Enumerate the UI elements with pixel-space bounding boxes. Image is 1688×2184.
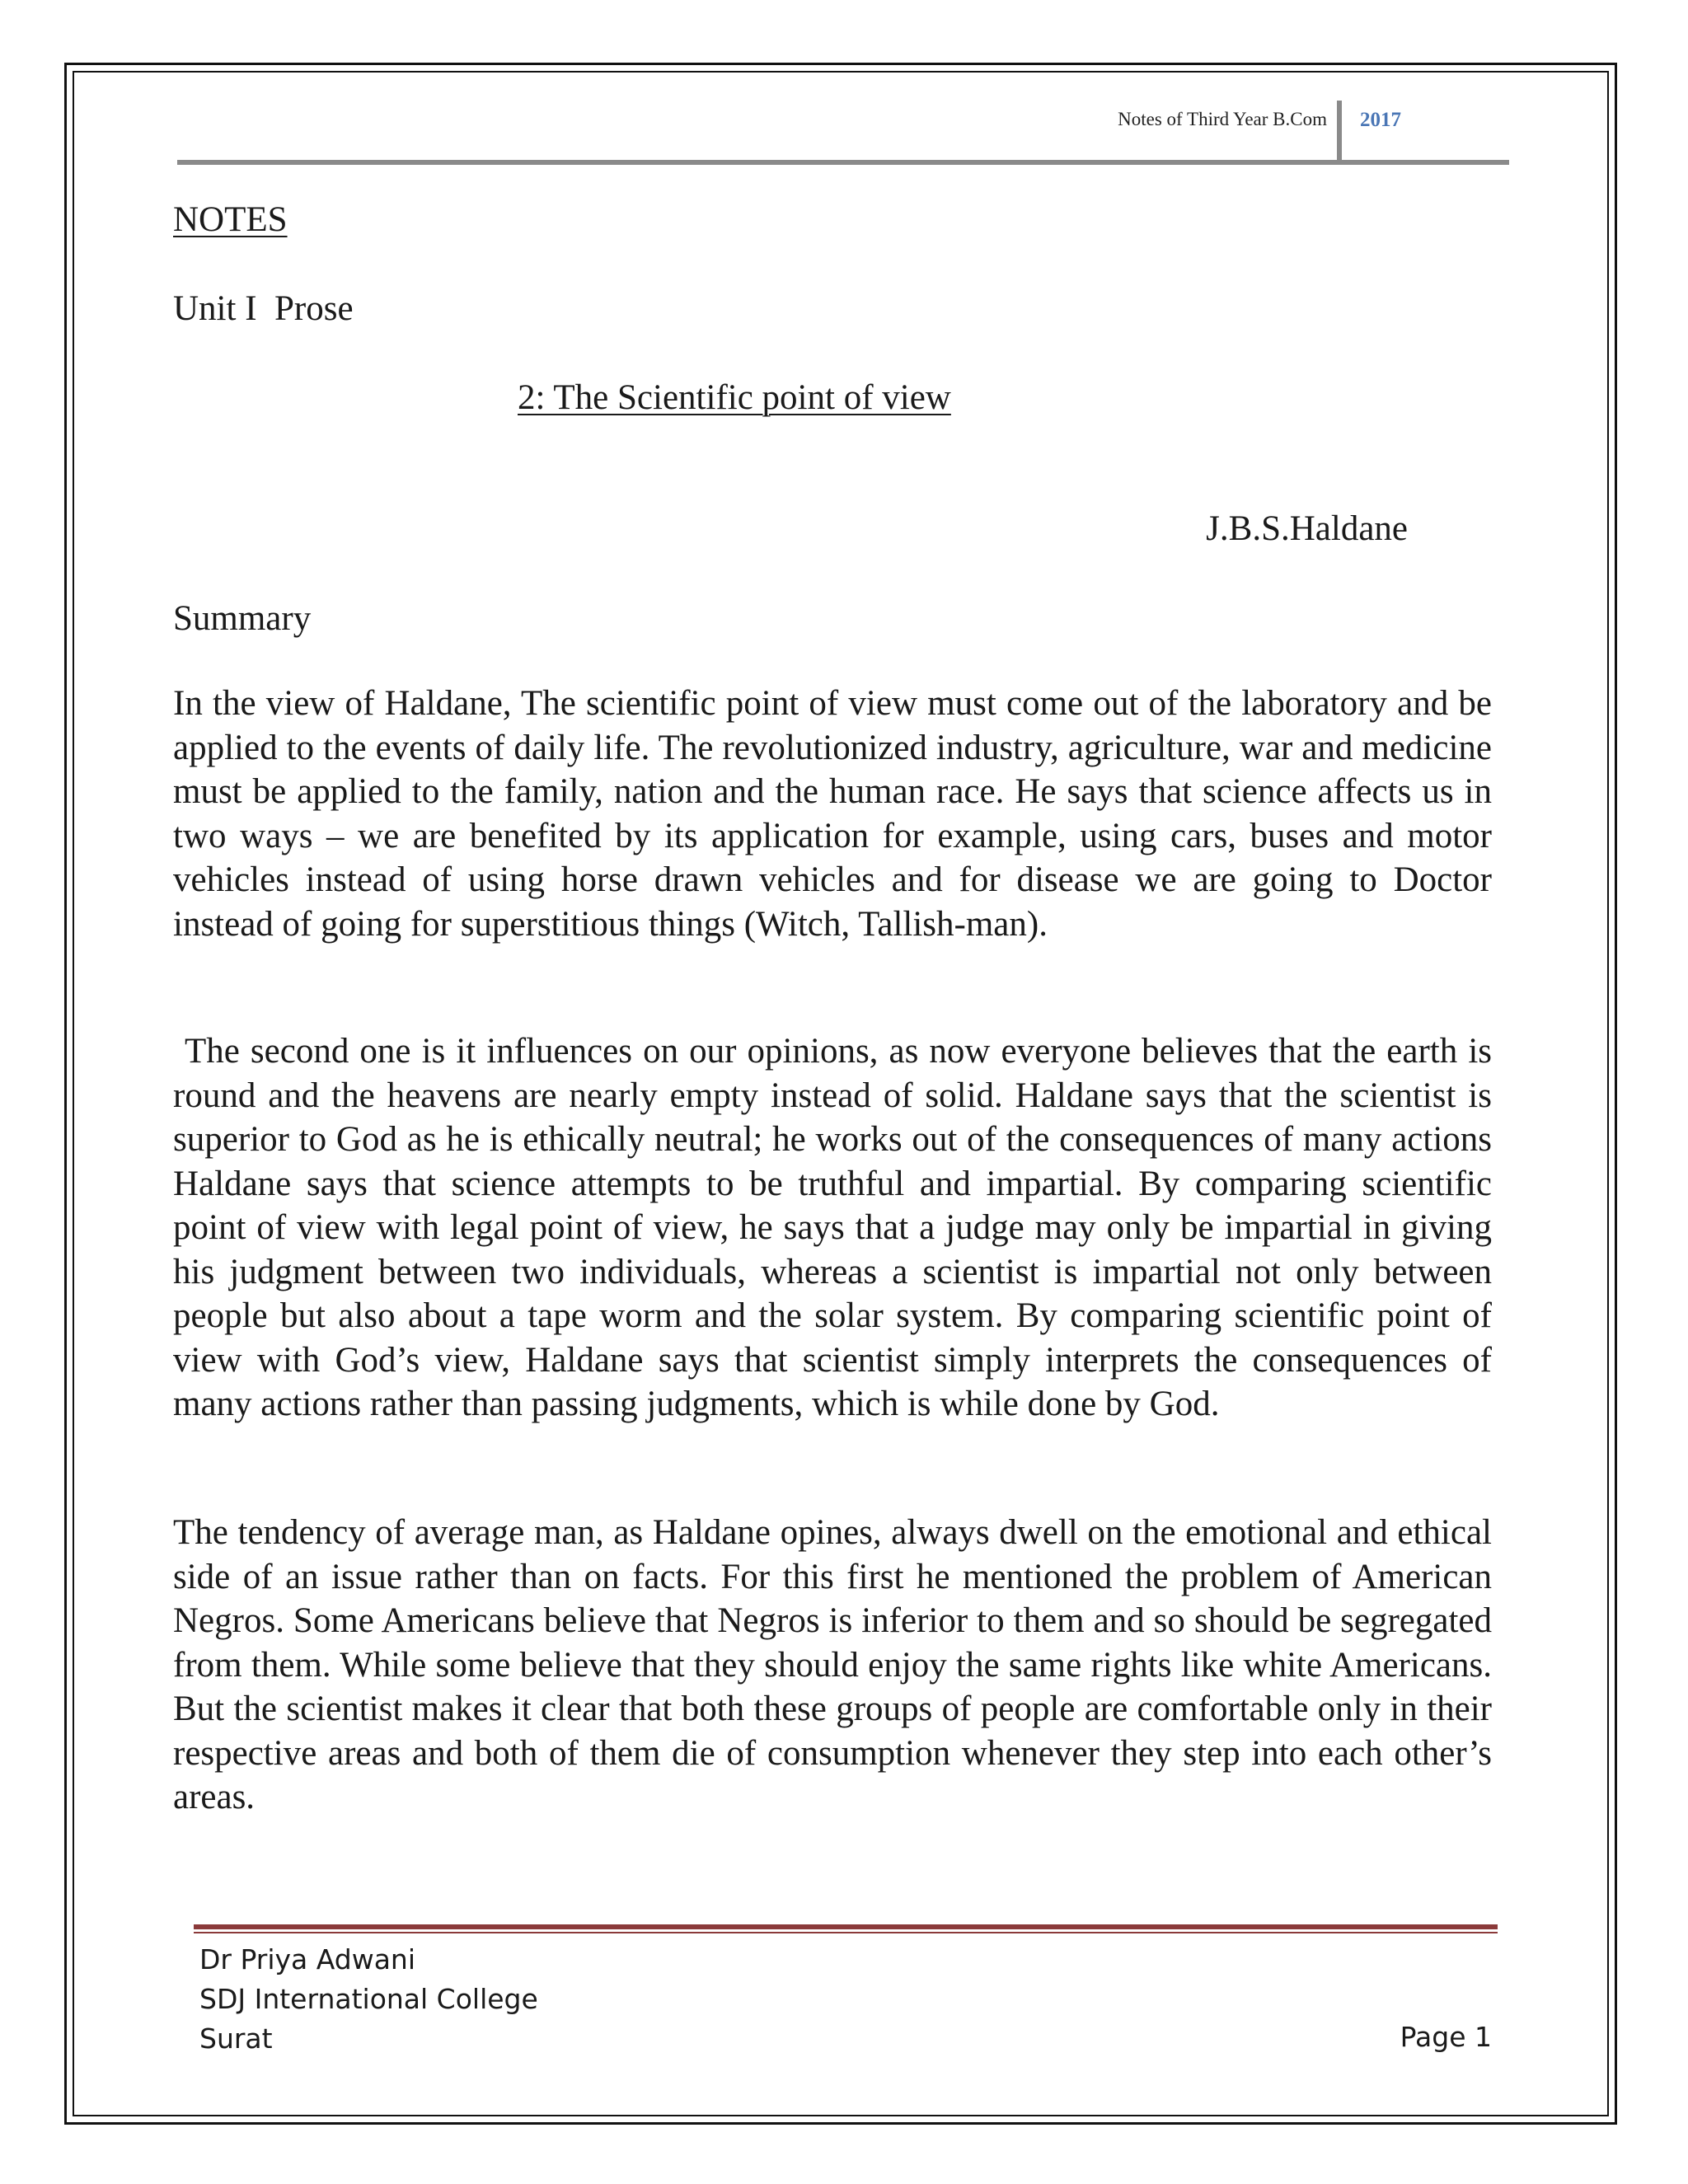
paragraph-2: The second one is it influences on our opinions, as now everyone believes that the earth is round and the heavens are nearly empty instead of solid. Haldane says that the scientist is superior to God as he is ethically neutral; he works out of the consequences of many actions Haldane says that science attempts to be truthful and impartial. By comparing scientific point of view with legal point of view, he says that a judge may only be impartial in giving his judgment between two individuals, whereas a scientist is impartial not only between people but also about a tape worm and the solar system. By comparing scientific point of view with God’s view, Haldane says that scientist simply interprets the consequences of many actions rather than passing judgments, which is while done by God. (173, 1032, 1492, 1423)
summary-heading: Summary (173, 599, 312, 638)
unit-title: Unit I Prose (173, 289, 354, 328)
paragraph-3: The tendency of average man, as Haldane opines, always dwell on the emotional and ethical side of an issue rather than on facts. For this first he mentioned the problem of American Negros. Some Americans believe that Negros is inferior to them and so should be segregated from them. While some believe that they should enjoy the same rights like white Americans. But the scientist makes it clear that both these groups of people are comfortable only in their respective areas and both of them die of consumption whenever they step into each other’s areas. (173, 1513, 1492, 1816)
footer-author: Dr Priya Adwani (199, 1943, 416, 1975)
footer-city: Surat (199, 2022, 273, 2055)
header-year: 2017 (1360, 109, 1401, 131)
author-name: J.B.S.Haldane (1206, 509, 1408, 548)
notes-heading: NOTES (173, 200, 288, 239)
header-rule (177, 160, 1509, 165)
footer-rule-thin (194, 1932, 1498, 1933)
footer-college: SDJ International College (199, 1983, 538, 2015)
paragraph-1: In the view of Haldane, The scientific point of view must come out of the laboratory and be applied to the events of daily life. The revolutionized industry, agriculture, war and medicine must be applied to the family, nation and the human race. He says that science affects us in two ways – we are benefited by its application for example, using cars, buses and motor vehicles instead of using horse drawn vehicles and for disease we are going to Doctor instead of going for superstitious things (Witch, Tallish-man). (173, 684, 1492, 944)
page-number: Page 1 (1400, 2021, 1492, 2053)
header-course: Notes of Third Year B.Com (1118, 109, 1327, 129)
footer-rule-thick (194, 1924, 1498, 1929)
chapter-title: 2: The Scientific point of view (518, 378, 951, 417)
header-divider (1337, 101, 1342, 162)
